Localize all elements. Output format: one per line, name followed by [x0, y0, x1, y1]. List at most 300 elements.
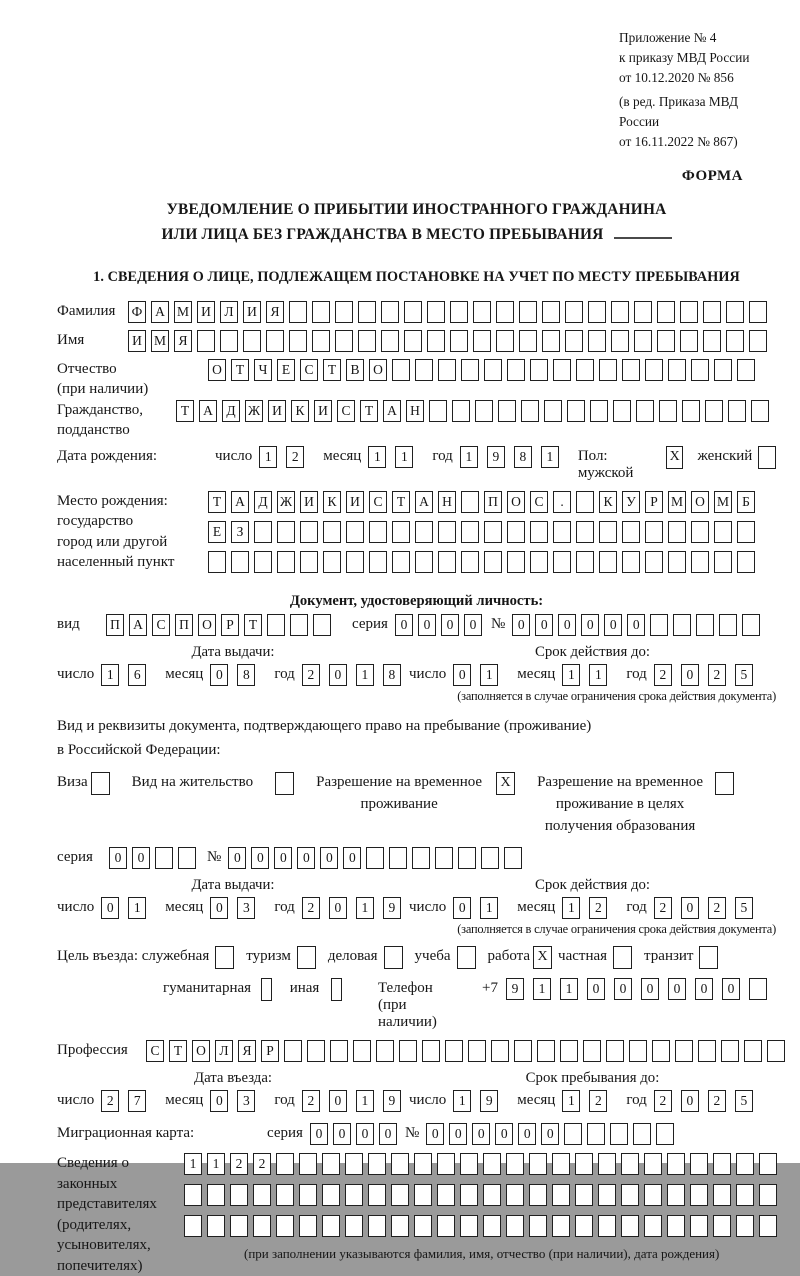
char-cell[interactable]: Т	[323, 359, 341, 381]
char-cell[interactable]	[542, 330, 560, 352]
char-cell[interactable]: Р	[221, 614, 239, 636]
char-cell[interactable]: С	[337, 400, 355, 422]
char-cell[interactable]: Т	[231, 359, 249, 381]
char-cell[interactable]	[422, 1040, 440, 1062]
char-cell[interactable]: 0	[614, 978, 632, 1000]
char-cell[interactable]: К	[323, 491, 341, 513]
char-cell[interactable]: 2	[654, 897, 672, 919]
char-cell[interactable]	[659, 400, 677, 422]
char-cell[interactable]: 1	[356, 664, 374, 686]
char-cell[interactable]	[404, 330, 422, 352]
char-cell[interactable]	[253, 1215, 271, 1237]
char-cell[interactable]	[450, 301, 468, 323]
char-cell[interactable]: Т	[208, 491, 226, 513]
char-cell[interactable]	[553, 521, 571, 543]
purpose-other-checkbox[interactable]	[331, 978, 342, 1001]
char-cell[interactable]	[673, 614, 691, 636]
char-cell[interactable]: 0	[604, 614, 622, 636]
char-cell[interactable]: И	[268, 400, 286, 422]
char-cell[interactable]	[514, 1040, 532, 1062]
char-cell[interactable]	[736, 1184, 754, 1206]
char-cell[interactable]	[587, 1123, 605, 1145]
char-cell[interactable]: 1	[480, 897, 498, 919]
char-cell[interactable]	[507, 551, 525, 573]
char-cell[interactable]: 2	[589, 897, 607, 919]
char-cell[interactable]: Ж	[245, 400, 263, 422]
char-cell[interactable]	[703, 330, 721, 352]
char-cell[interactable]	[207, 1184, 225, 1206]
char-cell[interactable]: 0	[495, 1123, 513, 1145]
char-cell[interactable]: С	[300, 359, 318, 381]
char-cell[interactable]: 8	[383, 664, 401, 686]
char-cell[interactable]	[437, 1184, 455, 1206]
char-cell[interactable]: 0	[329, 664, 347, 686]
char-cell[interactable]: 5	[735, 664, 753, 686]
char-cell[interactable]: А	[199, 400, 217, 422]
char-cell[interactable]: 0	[297, 847, 315, 869]
char-cell[interactable]: 3	[237, 897, 255, 919]
char-cell[interactable]: И	[128, 330, 146, 352]
char-cell[interactable]	[415, 521, 433, 543]
char-cell[interactable]: 1	[533, 978, 551, 1000]
char-cell[interactable]	[346, 551, 364, 573]
char-cell[interactable]	[588, 330, 606, 352]
char-cell[interactable]	[644, 1153, 662, 1175]
char-cell[interactable]: Т	[360, 400, 378, 422]
char-cell[interactable]: 0	[512, 614, 530, 636]
char-cell[interactable]: И	[346, 491, 364, 513]
char-cell[interactable]	[323, 551, 341, 573]
char-cell[interactable]	[749, 978, 767, 1000]
char-cell[interactable]	[622, 551, 640, 573]
char-cell[interactable]	[621, 1153, 639, 1175]
char-cell[interactable]: О	[208, 359, 226, 381]
char-cell[interactable]: 0	[641, 978, 659, 1000]
char-cell[interactable]: 0	[251, 847, 269, 869]
char-cell[interactable]	[155, 847, 173, 869]
char-cell[interactable]	[267, 614, 285, 636]
char-cell[interactable]	[698, 1040, 716, 1062]
char-cell[interactable]	[207, 1215, 225, 1237]
char-cell[interactable]	[184, 1215, 202, 1237]
char-cell[interactable]	[300, 551, 318, 573]
char-cell[interactable]: 0	[535, 614, 553, 636]
char-cell[interactable]	[737, 551, 755, 573]
char-cell[interactable]: Б	[737, 491, 755, 513]
char-cell[interactable]	[506, 1184, 524, 1206]
char-cell[interactable]: 2	[253, 1153, 271, 1175]
char-cell[interactable]: 8	[237, 664, 255, 686]
purpose-private-checkbox[interactable]	[613, 946, 632, 969]
char-cell[interactable]: 0	[228, 847, 246, 869]
char-cell[interactable]	[645, 359, 663, 381]
char-cell[interactable]	[313, 614, 331, 636]
char-cell[interactable]	[650, 614, 668, 636]
char-cell[interactable]: У	[622, 491, 640, 513]
char-cell[interactable]	[376, 1040, 394, 1062]
char-cell[interactable]: 0	[449, 1123, 467, 1145]
char-cell[interactable]	[575, 1215, 593, 1237]
char-cell[interactable]	[506, 1153, 524, 1175]
char-cell[interactable]	[266, 330, 284, 352]
char-cell[interactable]: Я	[238, 1040, 256, 1062]
char-cell[interactable]	[530, 551, 548, 573]
char-cell[interactable]: 9	[480, 1090, 498, 1112]
char-cell[interactable]: О	[507, 491, 525, 513]
char-cell[interactable]	[713, 1184, 731, 1206]
char-cell[interactable]: И	[314, 400, 332, 422]
purpose-business-checkbox[interactable]	[384, 946, 403, 969]
char-cell[interactable]: 9	[383, 1090, 401, 1112]
char-cell[interactable]	[461, 551, 479, 573]
char-cell[interactable]	[460, 1184, 478, 1206]
char-cell[interactable]	[759, 1153, 777, 1175]
char-cell[interactable]	[322, 1153, 340, 1175]
char-cell[interactable]: 0	[274, 847, 292, 869]
char-cell[interactable]	[496, 330, 514, 352]
char-cell[interactable]: 0	[541, 1123, 559, 1145]
char-cell[interactable]: П	[175, 614, 193, 636]
char-cell[interactable]: 0	[627, 614, 645, 636]
purpose-work-checkbox[interactable]: X	[533, 946, 552, 969]
char-cell[interactable]: 1	[207, 1153, 225, 1175]
char-cell[interactable]: Е	[277, 359, 295, 381]
char-cell[interactable]	[576, 359, 594, 381]
char-cell[interactable]	[622, 521, 640, 543]
char-cell[interactable]	[368, 1153, 386, 1175]
char-cell[interactable]	[744, 1040, 762, 1062]
char-cell[interactable]	[208, 551, 226, 573]
char-cell[interactable]: 0	[101, 897, 119, 919]
char-cell[interactable]	[369, 551, 387, 573]
char-cell[interactable]	[277, 551, 295, 573]
char-cell[interactable]	[553, 551, 571, 573]
char-cell[interactable]	[473, 330, 491, 352]
char-cell[interactable]	[299, 1153, 317, 1175]
char-cell[interactable]	[290, 614, 308, 636]
char-cell[interactable]	[767, 1040, 785, 1062]
char-cell[interactable]: 0	[210, 1090, 228, 1112]
char-cell[interactable]	[483, 1153, 501, 1175]
char-cell[interactable]: К	[599, 491, 617, 513]
purpose-transit-checkbox[interactable]	[699, 946, 718, 969]
char-cell[interactable]: 0	[518, 1123, 536, 1145]
char-cell[interactable]	[629, 1040, 647, 1062]
char-cell[interactable]	[445, 1040, 463, 1062]
char-cell[interactable]	[719, 614, 737, 636]
char-cell[interactable]	[680, 301, 698, 323]
sex-male-checkbox[interactable]: X	[666, 446, 684, 469]
char-cell[interactable]: С	[530, 491, 548, 513]
char-cell[interactable]	[438, 521, 456, 543]
char-cell[interactable]	[691, 359, 709, 381]
char-cell[interactable]	[553, 359, 571, 381]
char-cell[interactable]: 1	[356, 897, 374, 919]
char-cell[interactable]	[675, 1040, 693, 1062]
char-cell[interactable]: 1	[562, 897, 580, 919]
char-cell[interactable]	[415, 551, 433, 573]
char-cell[interactable]: 1	[356, 1090, 374, 1112]
char-cell[interactable]: 1	[259, 446, 277, 468]
char-cell[interactable]	[277, 521, 295, 543]
char-cell[interactable]: М	[174, 301, 192, 323]
char-cell[interactable]	[330, 1040, 348, 1062]
char-cell[interactable]: 0	[343, 847, 361, 869]
char-cell[interactable]	[358, 330, 376, 352]
char-cell[interactable]: 2	[589, 1090, 607, 1112]
char-cell[interactable]	[322, 1215, 340, 1237]
char-cell[interactable]	[737, 521, 755, 543]
char-cell[interactable]	[598, 1153, 616, 1175]
char-cell[interactable]	[230, 1184, 248, 1206]
char-cell[interactable]: 1	[560, 978, 578, 1000]
char-cell[interactable]: 1	[368, 446, 386, 468]
char-cell[interactable]	[751, 400, 769, 422]
char-cell[interactable]	[392, 359, 410, 381]
char-cell[interactable]: 0	[558, 614, 576, 636]
char-cell[interactable]: 5	[735, 897, 753, 919]
char-cell[interactable]: Ж	[277, 491, 295, 513]
char-cell[interactable]	[254, 551, 272, 573]
char-cell[interactable]: 0	[210, 664, 228, 686]
char-cell[interactable]: 2	[708, 897, 726, 919]
char-cell[interactable]	[668, 359, 686, 381]
char-cell[interactable]	[358, 301, 376, 323]
char-cell[interactable]: Р	[261, 1040, 279, 1062]
char-cell[interactable]: О	[691, 491, 709, 513]
char-cell[interactable]: 2	[101, 1090, 119, 1112]
char-cell[interactable]	[335, 301, 353, 323]
char-cell[interactable]	[504, 847, 522, 869]
char-cell[interactable]: В	[346, 359, 364, 381]
char-cell[interactable]: С	[369, 491, 387, 513]
char-cell[interactable]: К	[291, 400, 309, 422]
char-cell[interactable]: Л	[220, 301, 238, 323]
char-cell[interactable]: 1	[480, 664, 498, 686]
char-cell[interactable]	[749, 301, 767, 323]
char-cell[interactable]	[276, 1153, 294, 1175]
char-cell[interactable]: 0	[426, 1123, 444, 1145]
char-cell[interactable]	[276, 1184, 294, 1206]
char-cell[interactable]: М	[668, 491, 686, 513]
char-cell[interactable]: О	[198, 614, 216, 636]
char-cell[interactable]: 2	[286, 446, 304, 468]
char-cell[interactable]	[599, 359, 617, 381]
char-cell[interactable]: 0	[310, 1123, 328, 1145]
char-cell[interactable]	[560, 1040, 578, 1062]
char-cell[interactable]	[414, 1215, 432, 1237]
char-cell[interactable]	[506, 1215, 524, 1237]
char-cell[interactable]: А	[383, 400, 401, 422]
char-cell[interactable]	[483, 1215, 501, 1237]
char-cell[interactable]: 0	[441, 614, 459, 636]
char-cell[interactable]: 0	[329, 897, 347, 919]
char-cell[interactable]	[391, 1153, 409, 1175]
char-cell[interactable]	[714, 359, 732, 381]
char-cell[interactable]	[728, 400, 746, 422]
char-cell[interactable]: 2	[302, 664, 320, 686]
char-cell[interactable]: 2	[302, 1090, 320, 1112]
char-cell[interactable]	[645, 551, 663, 573]
char-cell[interactable]	[521, 400, 539, 422]
char-cell[interactable]	[391, 1215, 409, 1237]
char-cell[interactable]	[668, 551, 686, 573]
char-cell[interactable]: 2	[708, 1090, 726, 1112]
char-cell[interactable]	[345, 1184, 363, 1206]
char-cell[interactable]	[299, 1184, 317, 1206]
char-cell[interactable]: Е	[208, 521, 226, 543]
purpose-tourism-checkbox[interactable]	[297, 946, 316, 969]
char-cell[interactable]: 7	[128, 1090, 146, 1112]
temp-residence-checkbox[interactable]: X	[496, 772, 515, 795]
temp-residence-education-checkbox[interactable]	[715, 772, 734, 795]
char-cell[interactable]	[498, 400, 516, 422]
char-cell[interactable]	[289, 330, 307, 352]
char-cell[interactable]	[366, 847, 384, 869]
purpose-humanitarian-checkbox[interactable]	[261, 978, 272, 1001]
char-cell[interactable]: .	[553, 491, 571, 513]
char-cell[interactable]: П	[106, 614, 124, 636]
char-cell[interactable]	[483, 1184, 501, 1206]
char-cell[interactable]: Н	[438, 491, 456, 513]
char-cell[interactable]	[680, 330, 698, 352]
char-cell[interactable]: 1	[453, 1090, 471, 1112]
char-cell[interactable]	[552, 1215, 570, 1237]
char-cell[interactable]	[590, 400, 608, 422]
char-cell[interactable]	[381, 301, 399, 323]
char-cell[interactable]	[345, 1153, 363, 1175]
char-cell[interactable]	[389, 847, 407, 869]
char-cell[interactable]: 1	[562, 664, 580, 686]
char-cell[interactable]	[714, 551, 732, 573]
char-cell[interactable]	[519, 301, 537, 323]
char-cell[interactable]: А	[129, 614, 147, 636]
char-cell[interactable]: З	[231, 521, 249, 543]
char-cell[interactable]: Ч	[254, 359, 272, 381]
char-cell[interactable]: 3	[237, 1090, 255, 1112]
char-cell[interactable]	[230, 1215, 248, 1237]
char-cell[interactable]	[657, 330, 675, 352]
char-cell[interactable]	[507, 521, 525, 543]
char-cell[interactable]	[284, 1040, 302, 1062]
char-cell[interactable]: Т	[176, 400, 194, 422]
char-cell[interactable]	[392, 551, 410, 573]
char-cell[interactable]	[598, 1184, 616, 1206]
char-cell[interactable]: Я	[174, 330, 192, 352]
char-cell[interactable]: О	[192, 1040, 210, 1062]
char-cell[interactable]	[636, 400, 654, 422]
char-cell[interactable]	[657, 301, 675, 323]
char-cell[interactable]	[537, 1040, 555, 1062]
char-cell[interactable]	[667, 1153, 685, 1175]
sex-female-checkbox[interactable]	[758, 446, 776, 469]
char-cell[interactable]: 0	[587, 978, 605, 1000]
char-cell[interactable]	[576, 521, 594, 543]
char-cell[interactable]: 0	[320, 847, 338, 869]
char-cell[interactable]: 0	[681, 664, 699, 686]
char-cell[interactable]	[696, 614, 714, 636]
char-cell[interactable]	[307, 1040, 325, 1062]
char-cell[interactable]	[438, 551, 456, 573]
char-cell[interactable]	[529, 1153, 547, 1175]
char-cell[interactable]	[691, 521, 709, 543]
char-cell[interactable]: А	[415, 491, 433, 513]
char-cell[interactable]	[621, 1215, 639, 1237]
char-cell[interactable]	[576, 491, 594, 513]
char-cell[interactable]: Т	[169, 1040, 187, 1062]
char-cell[interactable]	[690, 1153, 708, 1175]
char-cell[interactable]: Д	[254, 491, 272, 513]
char-cell[interactable]	[460, 1215, 478, 1237]
char-cell[interactable]	[610, 1123, 628, 1145]
char-cell[interactable]	[491, 1040, 509, 1062]
char-cell[interactable]	[414, 1153, 432, 1175]
char-cell[interactable]: 1	[128, 897, 146, 919]
char-cell[interactable]: 0	[681, 1090, 699, 1112]
char-cell[interactable]	[427, 301, 445, 323]
char-cell[interactable]	[415, 359, 433, 381]
char-cell[interactable]	[429, 400, 447, 422]
char-cell[interactable]	[530, 359, 548, 381]
visa-checkbox[interactable]	[91, 772, 110, 795]
char-cell[interactable]	[458, 847, 476, 869]
char-cell[interactable]: 9	[487, 446, 505, 468]
char-cell[interactable]	[742, 614, 760, 636]
char-cell[interactable]: 0	[132, 847, 150, 869]
char-cell[interactable]	[312, 330, 330, 352]
char-cell[interactable]: 0	[581, 614, 599, 636]
char-cell[interactable]	[484, 521, 502, 543]
char-cell[interactable]	[583, 1040, 601, 1062]
char-cell[interactable]	[276, 1215, 294, 1237]
char-cell[interactable]: И	[197, 301, 215, 323]
char-cell[interactable]: 1	[184, 1153, 202, 1175]
char-cell[interactable]	[461, 491, 479, 513]
char-cell[interactable]	[427, 330, 445, 352]
char-cell[interactable]: Ф	[128, 301, 146, 323]
char-cell[interactable]	[542, 301, 560, 323]
char-cell[interactable]: М	[714, 491, 732, 513]
char-cell[interactable]: П	[484, 491, 502, 513]
char-cell[interactable]	[473, 301, 491, 323]
char-cell[interactable]: 0	[695, 978, 713, 1000]
char-cell[interactable]	[412, 847, 430, 869]
char-cell[interactable]	[460, 1153, 478, 1175]
char-cell[interactable]: 0	[109, 847, 127, 869]
char-cell[interactable]	[599, 551, 617, 573]
char-cell[interactable]	[461, 359, 479, 381]
char-cell[interactable]	[726, 301, 744, 323]
char-cell[interactable]: Р	[645, 491, 663, 513]
char-cell[interactable]	[667, 1184, 685, 1206]
char-cell[interactable]	[519, 330, 537, 352]
char-cell[interactable]	[721, 1040, 739, 1062]
char-cell[interactable]: 1	[562, 1090, 580, 1112]
char-cell[interactable]: С	[146, 1040, 164, 1062]
char-cell[interactable]	[565, 301, 583, 323]
char-cell[interactable]	[468, 1040, 486, 1062]
char-cell[interactable]: И	[300, 491, 318, 513]
char-cell[interactable]: 8	[514, 446, 532, 468]
char-cell[interactable]: Т	[392, 491, 410, 513]
char-cell[interactable]	[652, 1040, 670, 1062]
char-cell[interactable]	[391, 1184, 409, 1206]
char-cell[interactable]: 0	[333, 1123, 351, 1145]
char-cell[interactable]: Д	[222, 400, 240, 422]
char-cell[interactable]	[289, 301, 307, 323]
char-cell[interactable]: 0	[356, 1123, 374, 1145]
char-cell[interactable]	[435, 847, 453, 869]
